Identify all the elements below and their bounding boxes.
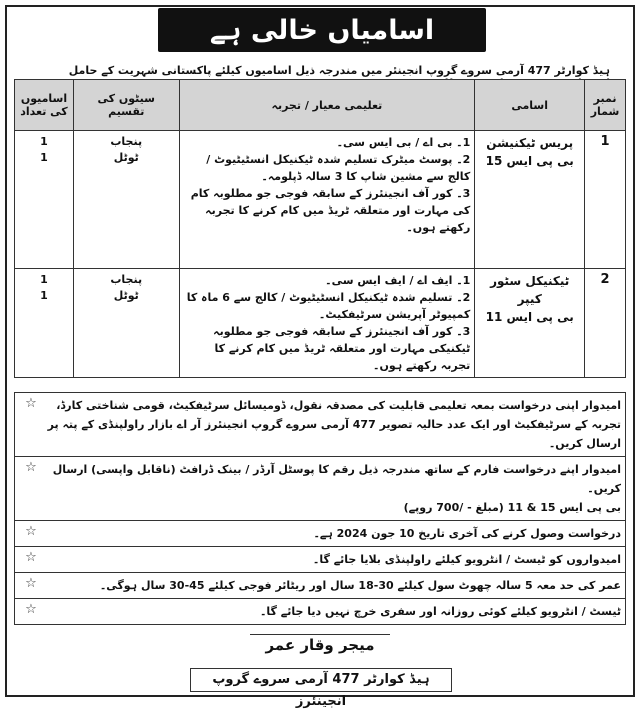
note-text: درخواست وصول کرنے کی آخری تاریخ 10 جون 2024 ہے۔ — [313, 527, 621, 540]
post-title: ٹیکنیکل سٹور کیپر — [490, 274, 570, 306]
row-post — [475, 269, 585, 378]
header-quota: سیٹوں کی تقسیم — [73, 80, 179, 131]
count-province: 1 — [40, 273, 48, 286]
qualification-item: 1۔ ایف اے / ایف ایس سی۔ — [325, 274, 471, 287]
post-scale: بی پی ایس 15 — [485, 154, 574, 168]
star-icon: ☆ — [25, 576, 37, 591]
list-item — [15, 457, 625, 521]
qualification-item: 2۔ تسلیم شدہ ٹیکنیکل انسٹیٹیوٹ / کالج سے 6 ماہ کا کمپیوٹر آپریشن سرٹیفکیٹ۔ — [186, 291, 471, 321]
intro-text: ہیڈ کوارٹر 477 آرمی سروے گروپ انجینئر میں مندرجہ ذیل اسامیوں کیلئے پاکستانی شہریت کے حامل — [68, 64, 610, 77]
count-total: 1 — [40, 151, 48, 164]
header-serial: نمبر شمار — [585, 80, 626, 131]
note-text: امیدوار اپنی درخواست بمعہ تعلیمی قابلیت کی مصدقہ نقول، ڈومیسائل سرٹیفکیٹ، قومی شناختی کارڈ، تجربہ کے سرٹیفکیٹ اور ایک عدد حالیہ تصویر 477 آرمی سروے گروپ انجینئرز آر اے بازار راولپنڈی کے پتہ پر ارسال کریں۔ — [47, 399, 621, 450]
row-count — [15, 269, 74, 378]
quota-province: پنجاب — [110, 135, 143, 148]
signatory-organization: ہیڈ کوارٹر 477 آرمی سروے گروپ انجینئرز — [190, 668, 452, 692]
list-item — [15, 573, 625, 599]
star-icon: ☆ — [25, 396, 37, 411]
note-main: امیدوار اپنے درخواست فارم کے ساتھ مندرجہ ذیل رقم کا پوسٹل آرڈر / بینک ڈرافٹ (ناقابل واپسی) ارسال کریں۔ — [52, 463, 621, 495]
qualification-item: 3۔ کور آف انجینئرز کے سابقہ فوجی جو مطلوبہ ٹیکنیکی مہارت اور متعلقہ ٹریڈ میں کام کرنے کا تجربہ رکھتے ہوں۔ — [213, 325, 471, 372]
post-scale: بی پی ایس 11 — [485, 310, 574, 324]
header-post: اسامی — [475, 80, 585, 131]
star-icon: ☆ — [25, 550, 37, 565]
header-qualification: تعلیمی معیار / تجربہ — [179, 80, 475, 131]
row-quota — [73, 269, 179, 378]
list-item — [15, 393, 625, 457]
fee-line: بی پی ایس 15 & 11 (مبلغ - /700 روپے) — [403, 501, 621, 514]
count-province: 1 — [40, 135, 48, 148]
vacancy-table — [14, 79, 626, 378]
quota-total: ٹوٹل — [113, 151, 139, 164]
row-quota — [73, 131, 179, 269]
page-title: اسامیاں خالی ہے — [158, 8, 486, 52]
note-text: ٹیسٹ / انٹرویو کیلئے کوئی روزانہ اور سفری خرچ نہیں دیا جائے گا۔ — [259, 605, 621, 618]
table-row — [15, 269, 626, 378]
header-count: اسامیوں کی تعداد — [15, 80, 74, 131]
table-row — [15, 131, 626, 269]
star-icon: ☆ — [25, 524, 37, 539]
note-text: عمر کی حد معہ 5 سالہ چھوٹ سول کیلئے 30-18 سال اور ریٹائر فوجی کیلئے 45-30 سال ہوگی۔ — [99, 579, 621, 592]
instructions-list — [14, 392, 626, 625]
table-header-row — [15, 80, 626, 131]
row-post — [475, 131, 585, 269]
signatory-name: میجر وقار عمر — [265, 636, 375, 654]
star-icon: ☆ — [25, 602, 37, 617]
row-qualification — [179, 131, 475, 269]
list-item — [15, 547, 625, 573]
post-title: پریس ٹیکنیشن — [486, 136, 574, 150]
count-total: 1 — [40, 289, 48, 302]
row-count — [15, 131, 74, 269]
quota-province: پنجاب — [110, 273, 143, 286]
row-serial: 1 — [585, 131, 626, 269]
row-serial: 2 — [585, 269, 626, 378]
signature-rule — [250, 634, 390, 635]
list-item — [15, 599, 625, 624]
note-text: امیدواروں کو ٹیسٹ / انٹرویو کیلئے راولپنڈی بلایا جائے گا۔ — [312, 553, 621, 566]
row-qualification — [179, 269, 475, 378]
note-text — [41, 460, 621, 517]
list-item — [15, 521, 625, 547]
qualification-item: 3۔ کور آف انجینئرز کے سابقہ فوجی جو مطلوبہ کام کی مہارت اور متعلقہ ٹریڈ میں کام کرنے کا تجربہ رکھتے ہوں۔ — [190, 187, 471, 234]
qualification-item: 1۔ بی اے / بی ایس سی۔ — [336, 136, 471, 149]
qualification-item: 2۔ پوسٹ میٹرک تسلیم شدہ ٹیکنیکل انسٹیٹیوٹ / کالج سے مشین شاپ کا 3 سالہ ڈپلومہ۔ — [206, 153, 471, 183]
quota-total: ٹوٹل — [113, 289, 139, 302]
star-icon: ☆ — [25, 460, 37, 475]
